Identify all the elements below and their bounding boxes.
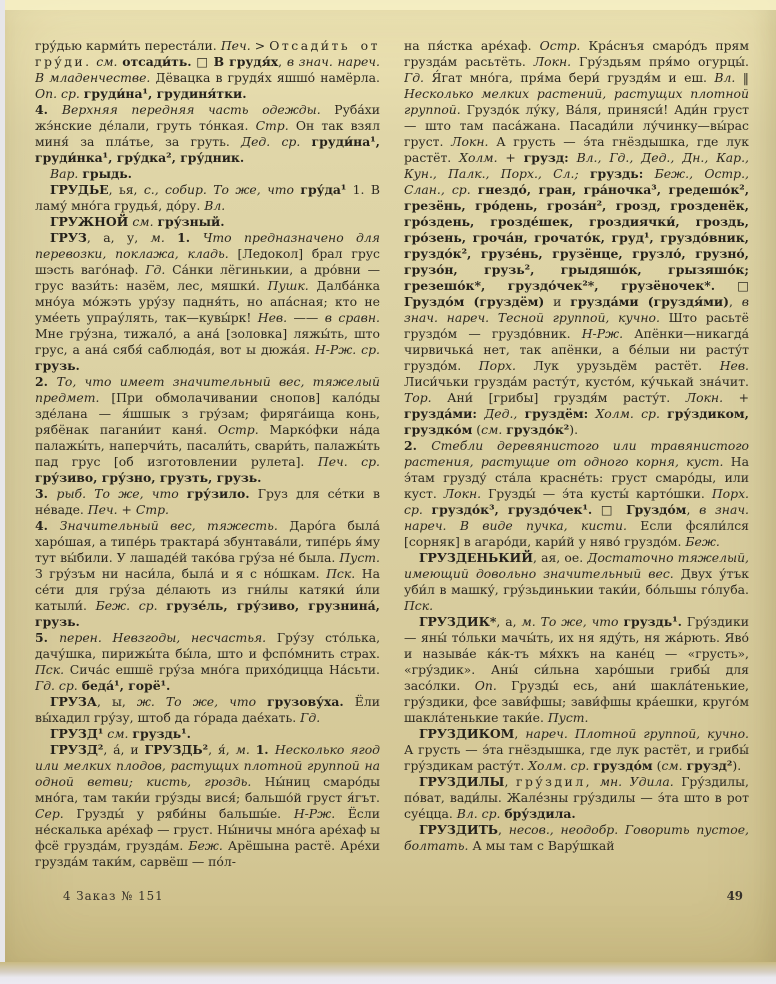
text-segment: Ёли вы́хадил гру́зу, штоб да го́рада дае́хать. [35, 694, 380, 725]
text-segment: грузда́ми: [404, 406, 477, 421]
print-order-note: 4 Заказ № 151 [63, 889, 164, 903]
text-segment: несов., неодобр. Говорить пустое, болтать. [404, 822, 749, 853]
text-segment: Холм. [459, 150, 498, 165]
text-segment: груздо́м [593, 758, 653, 773]
text-segment: ж. То же, что [136, 694, 257, 709]
text-segment: Дед. ср. [241, 134, 301, 149]
text-segment: , [686, 502, 700, 517]
text-segment: груздь¹. [623, 614, 682, 629]
text-segment: Пушк. [267, 278, 309, 293]
text-segment: в знач. нареч. В младенчестве. [35, 54, 380, 85]
text-segment: □ [592, 502, 627, 517]
text-segment [592, 774, 600, 789]
text-segment: Грузды́ у ряби́ны бальшы́е. [63, 806, 294, 821]
text-segment [179, 486, 187, 501]
text-segment: Беж. [188, 838, 223, 853]
text-segment: А грусть — э́та гнёздышка, где лук растёт. [404, 134, 749, 165]
text-segment: 2. [404, 438, 432, 453]
text-segment: 4. [35, 102, 62, 117]
text-segment: Ны́ниц смаро́ды мно́га, там таки́и гру́зды вися́; бальшо́й груст я́гът. [35, 774, 380, 805]
dictionary-paragraph [404, 774, 749, 822]
text-segment: Оп. ср. [35, 86, 80, 101]
text-segment: Беж. ср. [95, 598, 158, 613]
text-segment: гру́зный. [157, 214, 225, 229]
text-segment: ГРУЗ [50, 230, 87, 245]
text-segment: Апёнки—никагда́ чирвичька́ нет, так апёнки, а бе́лыи ни расту́т груздо́м. [404, 326, 749, 373]
text-segment: Локн. [533, 54, 572, 69]
text-segment: Холм. ср. [528, 758, 590, 773]
text-segment [579, 166, 590, 181]
text-segment: Порх. [478, 358, 516, 373]
text-segment: грузе́ль, гру́зиво, грузнина́, грузь. [35, 598, 380, 629]
dictionary-paragraph [35, 182, 380, 214]
text-segment: Дёвацка в грудя́х яшшо́ намёрла. [150, 70, 380, 85]
dictionary-paragraph [35, 102, 380, 166]
text-segment: груздо́к² [506, 422, 570, 437]
text-segment: Далба́нка мно́уа мо́жэть уру́зу падня́ть, но апа́сная; кто не уме́еть упрау́лять, так—кувы́рк! [35, 278, 380, 325]
text-segment: перен. Невзгоды, несчастья. [59, 630, 267, 645]
text-segment [471, 182, 478, 197]
text-segment: см. [96, 54, 118, 69]
text-segment: в знач. нареч. В виде пучка, кисти. [404, 502, 749, 533]
text-segment: Если фсяли́лся [сорняк] в агаро́ди, кари́й у няво́ груздо́м. [404, 518, 749, 549]
dictionary-paragraph [35, 230, 380, 374]
text-segment: Локн. [443, 486, 482, 501]
text-segment: гру́дью карми́ть переста́ли. [35, 38, 221, 53]
text-segment: Ани́ [грибы] груздя́м расту́т. [431, 390, 686, 405]
text-segment: Достаточно тяжелый, имеющий довольно значительный вес. [404, 550, 749, 581]
text-segment: 1. [177, 230, 203, 245]
text-segment: ГРУЖНОЙ [50, 214, 129, 229]
text-segment: Гд. ср. [35, 678, 78, 693]
text-segment: нареч. Плотной группой, кучно. [525, 726, 749, 741]
text-segment: , ы, [96, 694, 137, 709]
dictionary-paragraph [35, 742, 380, 870]
dictionary-paragraph [404, 726, 749, 774]
text-segment: Грузды́ — э́та кусты́ карто́шки. [481, 486, 712, 501]
text-segment: , а́, и [103, 742, 145, 757]
text-segment: ГРУЗДИКОМ [419, 726, 515, 741]
text-segment: , а, [496, 614, 522, 629]
text-segment: Мне гру́зна, тижало́, а ана́ [золовка] ляжы́ть, што грус, а ана́ сябя́ саблюда́я, вот ы дюжа́я. [35, 326, 380, 357]
text-segment: ). [569, 422, 579, 437]
text-segment: В грудя́х [213, 54, 279, 69]
text-segment: , ья, [108, 182, 144, 197]
text-segment: грузову́ха. [267, 694, 344, 709]
text-segment [643, 166, 654, 181]
text-segment: Остр. [217, 422, 259, 437]
text-segment: Нев. [257, 310, 288, 325]
dictionary-paragraph [35, 630, 380, 694]
text-segment: Порх. ср. [404, 486, 749, 517]
text-segment: Нев. [719, 358, 749, 373]
text-segment: беда́¹, горё¹. [81, 678, 171, 693]
text-segment: гру́здил, [515, 774, 593, 789]
text-segment: Гру́зу сто́лька, дачу́шка, пирижы́та бы́ла, што и фспо́мнить страх. [35, 630, 380, 661]
text-segment: Вл. ср. [456, 806, 501, 821]
text-segment: Отсади́ть от гру́ди. [35, 38, 380, 69]
text-segment: Тор. [404, 390, 432, 405]
text-segment: З гру́зъм ни наси́ла, была́ и я с но́шкам. [35, 566, 327, 581]
text-segment: грузда́ми (груздя́ми) [570, 294, 729, 309]
text-segment: Печ. [220, 38, 251, 53]
text-segment: Я́гат мно́га, пря́ма бери́ груздя́м и еш. [424, 70, 715, 85]
text-segment: рыб. То же, что [56, 486, 179, 501]
text-segment: Остр. [539, 38, 581, 53]
text-segment: м. [150, 230, 165, 245]
text-segment: Стр. [255, 118, 289, 133]
text-segment: ). [732, 758, 742, 773]
dictionary-paragraph [35, 38, 380, 102]
text-segment [517, 406, 524, 421]
text-segment: грыдь. [82, 166, 132, 181]
dictionary-paragraph [404, 38, 749, 438]
text-segment: грузд² [686, 758, 733, 773]
text-segment: Што расьтё груздо́м — груздо́вник. [404, 310, 749, 341]
text-segment: Н-Рж. [581, 326, 624, 341]
text-segment: [Ледокол] брал грус шэсть ваго́наф. [35, 246, 380, 277]
text-segment: см. [661, 758, 683, 773]
text-segment [423, 502, 432, 517]
text-segment: ( [472, 422, 482, 437]
text-segment: , ая, ое. [532, 550, 588, 565]
text-segment: Груздо́м (груздём) [404, 294, 545, 309]
text-segment: грузд: [523, 150, 569, 165]
text-segment: Гру́здьям пря́мо огурцы́. [571, 54, 749, 69]
text-segment: Груздо́м [626, 502, 687, 517]
text-segment: А грусть — э́та гнёздышка, где лук растёт, и грибы́ гру́здикам расту́т. [404, 742, 749, 773]
text-segment: Кра́снъя смаро́дъ прям грузда́м расьтёть. [404, 38, 749, 69]
page-content [35, 38, 749, 886]
dictionary-paragraph [404, 438, 749, 550]
text-segment: в сравн. [324, 310, 380, 325]
text-segment: 5. [35, 630, 60, 645]
text-segment [158, 598, 167, 613]
dictionary-paragraph [35, 214, 380, 230]
dictionary-paragraph [35, 694, 380, 726]
text-segment: Ёсли не́скалька аре́хаф — груст. Ны́ничы мно́га аре́хаф ы фсё грузда́м, грузда́м. [35, 806, 380, 853]
text-segment: Беж., Остр., Слан., ср. [404, 166, 749, 197]
text-segment: Сер. [35, 806, 64, 821]
text-segment: см. [481, 422, 503, 437]
text-segment: мн. Удила. [599, 774, 674, 789]
text-segment: см. [107, 726, 129, 741]
text-segment: ‖ [735, 70, 749, 85]
text-segment: Холм. ср. [595, 406, 660, 421]
text-segment: Пуст. [547, 710, 589, 725]
text-segment: Дед., [484, 406, 518, 421]
text-segment: ( [652, 758, 662, 773]
text-segment: 2. [35, 374, 57, 389]
dictionary-paragraph [35, 374, 380, 486]
scanned-dictionary-page [5, 0, 776, 974]
text-segment: 1. В ламу́ мно́га грудья́, до́ру. [35, 182, 380, 213]
text-segment: бру́здила. [504, 806, 576, 821]
text-segment: груздь¹. [132, 726, 191, 741]
text-segment: + [497, 150, 524, 165]
text-segment: ГРУЗДИТЬ [419, 822, 499, 837]
text-segment: [При обмолачивании снопов] кало́ды зде́лана — я́шшык з гру́зам; фиряга́ища конь, рябёнак пагани́ит каня́. [35, 390, 380, 437]
page-footer [35, 889, 749, 903]
text-segment: ГРУЗДИК* [419, 614, 497, 629]
text-segment: Гд. [300, 710, 321, 725]
page-top-edge [5, 0, 776, 10]
text-segment [300, 134, 311, 149]
dictionary-paragraph [404, 550, 749, 614]
text-segment: Пск. [404, 598, 434, 613]
text-segment: гнездо́, гран, гра́ночка³, гредешо́к², грезёнь, гро́день, гроза́н², грозд, грозденёк, гро́здень, грозде́шек, гроздиячки́, гроздь, гро́зень, гроча́н, грочато́к, груд¹, груздо́вник, груздо́к², грузе́нь, грузёнце, грузло́, грузно́, грузо́н, грузь², грыдяшо́к, грызяшо́к; грезешо́к*, груздо́чек²*, грузёночек*. [404, 182, 749, 293]
text-segment: + [117, 502, 136, 517]
text-segment: + [723, 390, 749, 405]
dictionary-paragraph [35, 518, 380, 630]
text-segment: грузь. [35, 358, 80, 373]
text-segment: Гд. [145, 262, 166, 277]
text-segment: Печ. ср. [317, 454, 380, 469]
text-segment: ГРУЗДЕНЬКИЙ [419, 550, 533, 565]
text-segment: ГРУЗД¹ [50, 726, 104, 741]
text-segment: м. То же, что [521, 614, 619, 629]
text-segment: Арёшына растё. Аре́хи грузда́м таки́м, сарвёш — по́л- [35, 838, 380, 869]
text-segment: □ [191, 54, 214, 69]
text-segment: гру́да¹ [300, 182, 347, 197]
text-segment: ГРУЗДЬ² [144, 742, 209, 757]
text-segment: Гд. [404, 70, 424, 85]
text-segment: гру́зило. [186, 486, 250, 501]
text-segment: 4. [35, 518, 60, 533]
text-segment: Он так взял миня́ за пла́тье, за груть. [35, 118, 380, 149]
text-segment: Оп. [474, 678, 497, 693]
scan-bottom-edge [0, 962, 776, 984]
text-segment: , я́, [208, 742, 236, 757]
text-segment: —— [287, 310, 325, 325]
text-segment: Двух у́тък уби́л в машку́, гру́зьдинькии таки́и, бо́льшы го́луба. [404, 566, 749, 597]
text-segment: Руба́хи жэ́нские де́лали, груть то́нкая. [35, 102, 380, 133]
text-segment: груздём: [524, 406, 589, 421]
text-segment: на пя́стка аре́хаф. [404, 38, 540, 53]
text-segment: груди́на¹, груди́нка¹, гру́дка², гру́дник. [35, 134, 380, 165]
text-segment: Сича́с ешшё гру́за мно́га прихо́дицца На́сьти. [64, 662, 380, 677]
text-segment: и [544, 294, 571, 309]
text-segment: Стебли деревянистого или травянистого растения, растущие от одного корня, куст. [404, 438, 749, 469]
text-segment: груздо́к³, груздо́чек¹. [431, 502, 593, 517]
text-segment: , [278, 54, 287, 69]
text-segment: Са́нки лёгинькии, а дро́вни — грус вази́ть: назём, лес, мяшки́. [35, 262, 380, 293]
text-segment: А мы там с Вару́шкай [468, 838, 615, 853]
text-segment: с., собир. То же, что [143, 182, 294, 197]
text-segment: , [498, 822, 509, 837]
text-segment: Стр. [135, 502, 169, 517]
text-segment: гру́здиком, груздко́м [404, 406, 749, 437]
right-column [404, 38, 749, 886]
text-segment: Пск. [35, 662, 65, 677]
text-segment: Вл. [204, 198, 226, 213]
text-segment [256, 694, 267, 709]
text-segment: Значительный вес, тяжесть. [59, 518, 278, 533]
text-segment: Вл., Гд., Дед., Дн., Кар., Кун., Палк., Порх., Сл.; [404, 150, 749, 181]
text-segment: Грузды́ есь, ани́ шакла́тенькие, гру́здики, фсе зави́фшы; зави́фшы кра́ешки, круго́м шакла́тенькие таки́е. [404, 678, 749, 725]
text-segment: Вар. [50, 166, 79, 181]
text-segment: ГРУЗДИЛЫ [419, 774, 505, 789]
text-segment: см. [132, 214, 154, 229]
dictionary-paragraph [404, 822, 749, 854]
text-segment: > [250, 38, 270, 53]
text-segment: Гру́здики — яны́ то́льки мачы́ть, их ня яду́ть, ня жа́рють. Яво́ и называ́е ка́к-тъ мя́хкъ на кане́ц — «грусть», «гру́здик». Аны́ си́льна харо́шыи грибы́ для засо́лки. [404, 614, 749, 693]
text-segment: Н-Рж. ср. [314, 342, 380, 357]
text-segment: Беж. [685, 534, 720, 549]
text-segment: □ [715, 278, 749, 293]
text-segment: Гру́здилы, по́ват, вади́лы. Жале́зны гру́здилы — э́та што в рот суе́цца. [404, 774, 749, 821]
text-segment: груздь: [589, 166, 644, 181]
dictionary-paragraph [35, 166, 380, 182]
text-segment: Локн. [685, 390, 724, 405]
text-segment [569, 150, 577, 165]
page-number: 49 [726, 889, 743, 903]
dictionary-paragraph [35, 726, 380, 742]
text-segment: груди́на¹, грудиня́тки. [83, 86, 247, 101]
text-segment: Что предназначено для перевозки, поклажа, кладь. [35, 230, 380, 261]
text-segment: Даро́га была́ харо́шая, а типе́рь трактара́ збунтава́ли, типе́рь я́му тут вы́били. У лашаде́й тако́ва гру́за не́ была. [35, 518, 380, 565]
text-segment: На се́ти для гру́за де́лають из гни́лы катяки́ и́ли катыли́. [35, 566, 380, 613]
text-segment: гру́зиво, гру́зно, грузть, грузь. [35, 470, 262, 485]
text-segment: Груз для се́тки в не́ваде. [35, 486, 380, 517]
text-segment: в знач. нареч. Тесной группой, кучно. [404, 294, 749, 325]
left-column [35, 38, 380, 886]
text-segment: 1. [255, 742, 275, 757]
text-segment: Вл. [714, 70, 736, 85]
text-segment: Пуст. [339, 550, 380, 565]
dictionary-paragraph [404, 614, 749, 726]
text-segment [165, 230, 177, 245]
text-segment: ГРУЗА [50, 694, 97, 709]
text-segment: Верхняя передняя часть одежды. [61, 102, 321, 117]
text-segment: Лук урузьдём растёт. [515, 358, 720, 373]
text-segment: Несколько ягод или мелких плодов, растущих плотной группой на одной ветви; кисть, гроздь. [35, 742, 380, 789]
text-segment: ГРУДЬЕ [50, 182, 109, 197]
text-segment: 3. [35, 486, 57, 501]
text-segment: , [729, 294, 742, 309]
text-segment: Печ. [87, 502, 118, 517]
text-segment: , [504, 774, 516, 789]
dictionary-paragraph [35, 486, 380, 518]
text-segment: , [514, 726, 526, 741]
text-segment: отсади́ть. [122, 54, 192, 69]
text-segment: Груздо́к лу́ку, Ва́ля, приняси́! Ади́н груст — што там паса́жана. Пасади́ли лу́чинку—вы́рас груст. [404, 102, 749, 149]
text-segment: Н-Рж. [293, 806, 336, 821]
text-segment: Локн. [451, 134, 489, 149]
text-segment: , а, у, [86, 230, 151, 245]
text-segment: То, что имеет значительный вес, тяжелый предмет. [35, 374, 380, 405]
text-segment: Лиси́чьки грузда́м расту́т, кусто́м, ку́чькай зна́чит. [404, 374, 749, 389]
text-segment: Несколько мелких растений, растущих плотной группой. [404, 86, 749, 117]
text-segment: ГРУЗД² [50, 742, 104, 757]
text-segment: На э́там грузду́ ста́ла красне́ть: груст смаро́ды, или куст. [404, 454, 749, 501]
text-segment: м. [235, 742, 250, 757]
text-segment: Марко́фки на́да палажы́ть, наперчи́ть, пасали́ть, свари́ть, палажы́ть пад грус [об изготовлении рулета]. [35, 422, 380, 469]
text-segment: Пск. [326, 566, 356, 581]
